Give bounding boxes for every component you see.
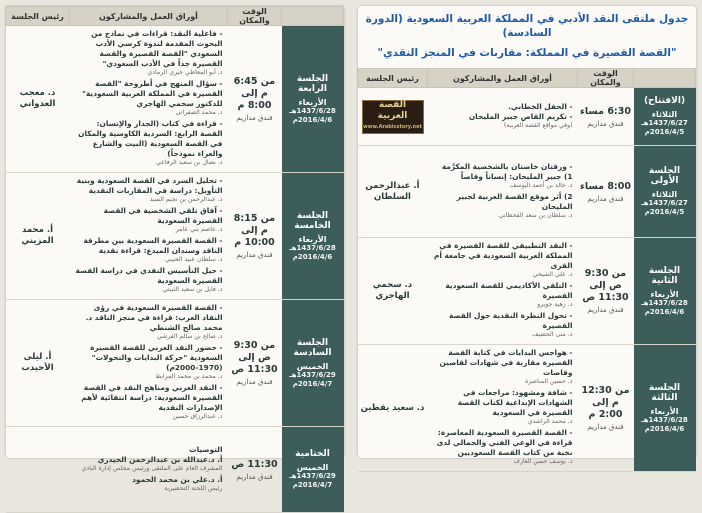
papers-cell [428,146,578,238]
session-greg-date: 2016/4/6م [644,307,685,316]
session-title: الجلسة الخامسة [294,210,331,231]
paper-author: د. محمد بن محمد المرابط [155,373,223,380]
paper-title: - هواجس البدايات في كتابة القصة القصيرة مقاربة في شهادات لقاصين وقاصات [439,348,573,377]
schedule-row [6,26,344,173]
session-time: من 12:30 م إلى 2:00 م [581,385,630,420]
chair-cell [358,146,428,238]
session-hijri-date: 1437/6/27هـ [641,119,688,127]
paper-author: د. محمد الراشدي [527,418,573,425]
paper-title: - الحفل الخطابي. [508,101,573,111]
paper-author: د. فايل بن سعيد الثبيتي [162,286,223,293]
session-chair: أ. عبدالرحمن السلطان [365,180,420,202]
paper-title: - القصة القصيرة السعودية المعاصرة: قراءة في الوعي الفني والجمالي لدى نخبة من كتاب القصة السعوديين [436,428,573,457]
session-venue: فندق مداريم [587,306,624,314]
schedule-row [358,238,696,345]
session-time: 11:30 ص [231,458,278,470]
session-greg-date: 2016/4/7م [292,481,333,489]
session-day: الخميس [296,463,329,472]
session-title: الجلسة الثالثة [648,382,681,403]
paper-title: - ورقتان خاصتان بالشخصية المكرَّمة [441,161,573,171]
session-chair: د. سحمي الهاجري [372,280,413,301]
schedule-title-line2: "القصة القصيرة في المملكة: مقاربات في المنجز النقدي" [377,47,677,59]
session-venue: فندق مداريم [236,251,273,259]
session-hijri-date: 1437/6/28هـ [641,415,688,424]
session-title: (الافتتاح) [643,96,686,106]
paper-author: د. سلطان عبيد العتيبي [165,256,223,263]
session-chair: د. معجب العدواني [19,88,56,109]
header-session [282,7,344,26]
paper-title: - قراءة في كتاب (الجدار والإنسان: القصة الرابع: السردية الكاوسية والمكان في القصة السعودية (البيت والشارع والعراء نموذجاً) [78,119,223,158]
session-cell [634,238,696,345]
time-cell [228,427,282,513]
session-day: الخميس [296,361,329,371]
session-time: من 8:15 م إلى 10:00 م [233,213,276,248]
logo-url: www.Arabicstory.net [363,124,422,130]
session-greg-date: 2016/4/7م [292,379,333,388]
paper-author: د. حسين المناصرة [525,378,573,385]
session-day: الثلاثاء [651,110,678,119]
session-hijri-date: 1437/6/27هـ [641,199,688,207]
paper-title: - آفاق تلقي الشخصية في القصة القصيرة السعودية [103,206,223,225]
papers-cell [70,427,228,513]
paper-author: د. زهية جويرو [537,301,573,308]
table-header-row [358,69,696,88]
paper-title: 2) أثر موقع القصة العربية لجبير المليحان [456,191,573,211]
header-time: الوقت والمكان [228,7,282,26]
paper-title: 1) جبير المليحان: إنساناً وقاصاً [460,171,573,181]
time-cell [578,238,634,345]
paper-title: - التلقي الأكاديمي للقصة السعودية القصيرة [445,281,573,300]
schedule-row [358,146,696,238]
session-greg-date: 2016/4/5م [644,128,685,136]
paper-title: - القصة القصيرة السعودية في رؤى النقاد العرب: قراءة في منجز الناقد د. محمد صالح الشنطي [85,303,223,332]
session-title: الجلسة السادسة [293,337,332,358]
session-venue: فندق مداريم [236,378,273,386]
schedule-row [6,427,344,513]
paper-title: - القصة القصيرة السعودية بين مطرقة الناقد وسندان المبدع: قراءة نقدية [83,236,223,255]
paper-title: التوصيات [189,444,223,454]
schedule-table-right [357,68,696,472]
session-day: الأربعاء [650,406,679,416]
session-time: 8:00 مساء [580,180,631,192]
session-hijri-date: 1437/6/29هـ [289,472,336,480]
papers-cell [428,238,578,345]
chair-cell [6,173,70,300]
table-body-right [358,88,696,472]
session-venue: فندق مداريم [236,472,273,481]
paper-title: - حيل التأسيس النقدي في دراسة القصة القصيرة السعودية [75,266,223,285]
papers-cell [70,173,228,300]
paper-title: - النقد التطبيقي للقصة القصيرة في المملكة العربية السعودية في جامعة أم القرى [433,241,573,270]
chair-cell [6,427,70,513]
paper-author: د. عاصم بني عامر [175,226,223,233]
schedule-row [6,300,344,427]
session-cell [634,88,696,146]
schedule-row [358,88,696,146]
paper-author: د. نضال بن سعيد الرفاعي [156,159,223,166]
time-cell [228,26,282,173]
schedule-row [358,345,696,472]
session-day: الثلاثاء [651,190,678,199]
header-chair: رئيس الجلسة [6,7,70,26]
session-time: 6:30 مساء [580,105,631,117]
session-greg-date: 2016/4/6م [292,252,333,261]
session-title: الختامية [295,449,330,459]
time-cell [228,173,282,300]
session-venue: فندق مداريم [236,114,273,122]
session-hijri-date: 1437/6/28هـ [641,298,688,307]
schedule-title-block [358,6,696,68]
session-greg-date: 2016/4/6م [644,424,685,433]
session-chair: أ. ليلى الأحيدب [21,352,54,373]
paper-title: - تحول النظرة النقدية حول القصة القصيرة [448,311,573,330]
table-body-left [6,26,344,513]
session-venue: فندق مداريم [587,194,624,203]
table-header-row [6,7,344,26]
session-day: الأربعاء [650,289,679,299]
session-cell [282,427,344,513]
header-session [634,69,696,88]
session-day: الأربعاء [298,234,327,244]
chair-cell [6,26,70,173]
session-cell [282,300,344,427]
session-title: الجلسة الرابعة [296,73,329,94]
paper-author: د. منى الحضيف [532,331,573,338]
paper-author: المشرف العام على الملتقى ورئيس مجلس إدارة النادي [81,464,223,472]
header-papers: أوراق العمل والمشاركون [70,7,228,26]
paper-author: (وفي مواقع القصة العربية) [503,121,573,129]
session-title: الجلسة الثانية [648,265,681,286]
header-papers: أوراق العمل والمشاركون [428,69,578,88]
session-time: من 6:45 م إلى 8:00 م [233,76,276,111]
session-greg-date: 2016/4/6م [292,115,333,124]
schedule-title-line1: جدول ملتقى النقد الأدبي في المملكة العربية السعودية (الدورة السادسة) [365,13,689,39]
papers-cell [70,300,228,427]
time-cell [578,146,634,238]
paper-author: د. عبدالرحمن بن نجيم السيد [149,196,223,203]
paper-author: د. علي الشيخي [532,271,573,278]
paper-author: د. أبو المعاطي خيري الرمادي [147,69,223,76]
session-cell [282,26,344,173]
time-cell [228,300,282,427]
session-greg-date: 2016/4/5م [644,208,685,216]
paper-author: د. محمد الصفراني [175,109,223,116]
session-cell [282,173,344,300]
session-cell [634,146,696,238]
paper-title: - سؤال المنهج في أطروحة "القصة القصيرة في المملكة العربية السعودية" للدكتور سحمي الهاجري [82,79,223,108]
paper-title: أ. د.علي بن محمد الحمود [132,474,223,484]
paper-title: - تحليل السرد في القصة السعودية وبنية التأويل: دراسة في المقاربات النقدية [76,176,223,195]
paper-author: د. سلطان بن سعد القحطاني [498,211,573,219]
session-hijri-date: 1437/6/28هـ [289,106,336,115]
right-schedule-page [358,6,696,465]
chair-cell [358,88,428,146]
session-venue: فندق مداريم [587,423,624,431]
papers-cell [428,88,578,146]
paper-title: - فاعلية النقد: قراءات في نماذج من البحوث المقدمة لندوة كرسي الأدب السعودي "القصة القصيرة والقصة القصيرة جداً في الأدب السعودي" [91,29,223,68]
session-chair: د. سعيد يقطين [360,402,425,413]
time-cell [578,88,634,146]
left-schedule-page [6,6,344,492]
paper-title: - حضور النقد العربي للقصة القصيرة السعودية "حركة البدايات والتحولات" (1970-2000م) [90,343,223,372]
paper-title: أ. د.عبدالله بن عبدالرحمن الحيدري [97,454,223,464]
paper-author: د. عبدالرزاق حسين [172,413,223,420]
header-time: الوقت والمكان [578,69,634,88]
session-hijri-date: 1437/6/29هـ [289,370,336,379]
time-cell [578,345,634,472]
logo-title: القصة العربية [377,100,408,121]
session-time: من 9:30 ص إلى 11:30 ص [231,340,278,375]
session-time: من 9:30 ص إلى 11:30 ص [582,268,629,303]
schedule-row [6,173,344,300]
paper-author: د. صالح بن سالم القرشي [156,333,223,340]
paper-title: - النقد العربي ومناهج النقد في القصة القصيرة السعودية: دراسة انتقائية لأهم الإصدارات النقدية [81,383,223,412]
arabic-story-logo [362,100,424,134]
chair-cell [358,345,428,472]
session-day: الأربعاء [298,97,327,107]
header-chair: رئيس الجلسة [358,69,428,88]
paper-title: - تكريم القاص جبير المليحان [468,111,573,121]
session-hijri-date: 1437/6/28هـ [289,243,336,252]
papers-cell [70,26,228,173]
papers-cell [428,345,578,472]
session-venue: فندق مداريم [587,119,624,128]
session-chair: أ. محمد المزيني [21,225,54,246]
schedule-table-left [5,6,344,513]
paper-title: - شافة ومشهود: مراجعات في الشهادات الإبداعية لكتاب القصة القصيرة في السعودية [457,388,573,417]
session-cell [634,345,696,472]
session-title: الجلسة الأولى [648,166,681,186]
paper-author: د. يوسف حسن العارف [513,458,573,465]
paper-author: د. خالد بن أحمد اليوسف [510,181,573,189]
chair-cell [6,300,70,427]
paper-author: رئيس اللجنة التحضيرية [164,484,223,492]
chair-cell [358,238,428,345]
